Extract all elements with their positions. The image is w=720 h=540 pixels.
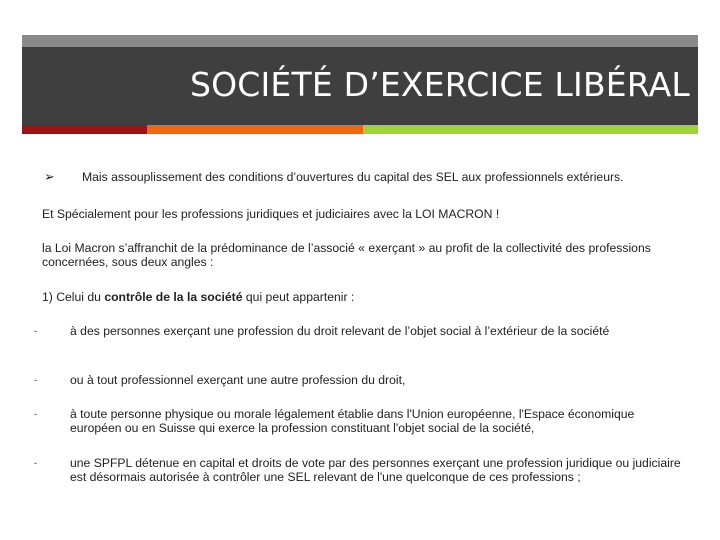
list-item-text: ou à tout professionnel exerçant une autre profession du droit, xyxy=(70,373,406,387)
intro-text: Mais assouplissement des conditions d’ouvertures du capital des SEL aux professionnels extérieurs. xyxy=(82,170,624,184)
dash-bullet: - xyxy=(34,458,37,468)
paragraph-specially: Et Spécialement pour les professions juridiques et judiciaires avec la LOI MACRON ! xyxy=(42,207,500,221)
accent-strip-orange xyxy=(147,125,363,134)
accent-strip xyxy=(22,125,698,134)
paragraph-loi-macron: la Loi Macron s’affranchit de la prédominance de l’associé « exerçant » au profit de la collectivité des professions concernées, sous deux angles : xyxy=(42,241,651,269)
list-item-text: à des personnes exerçant une profession du droit relevant de l’objet social à l’extérieur de la société xyxy=(70,324,610,338)
paragraph-control-intro xyxy=(42,290,692,304)
dash-bullet: - xyxy=(34,326,37,336)
accent-strip-green xyxy=(363,125,698,134)
dash-bullet: - xyxy=(34,375,37,385)
list-item-text: à toute personne physique ou morale légalement établie dans l'Union européenne, l'Espace économique européen ou en Suisse qui exerce la profession constituant l'objet social de la société, xyxy=(70,407,635,435)
accent-strip-red xyxy=(22,125,147,134)
slide-title: SOCIÉTÉ D’EXERCICE LIBÉRAL xyxy=(189,65,690,104)
list-item-text: une SPFPL détenue en capital et droits de vote par des personnes exerçant une profession juridique ou judiciaire est désormais autorisée à contrôler une SEL relevant de l'une quelconque de ces professions ; xyxy=(70,456,681,484)
control-intro-emphasis: contrôle de la la société xyxy=(104,290,243,304)
control-intro-suffix: qui peut appartenir : xyxy=(242,290,355,304)
control-intro-prefix: 1) Celui du xyxy=(42,290,105,304)
arrow-bullet-icon: ➢ xyxy=(44,169,55,184)
dash-bullet: - xyxy=(34,409,37,419)
title-header-bar xyxy=(22,35,698,125)
